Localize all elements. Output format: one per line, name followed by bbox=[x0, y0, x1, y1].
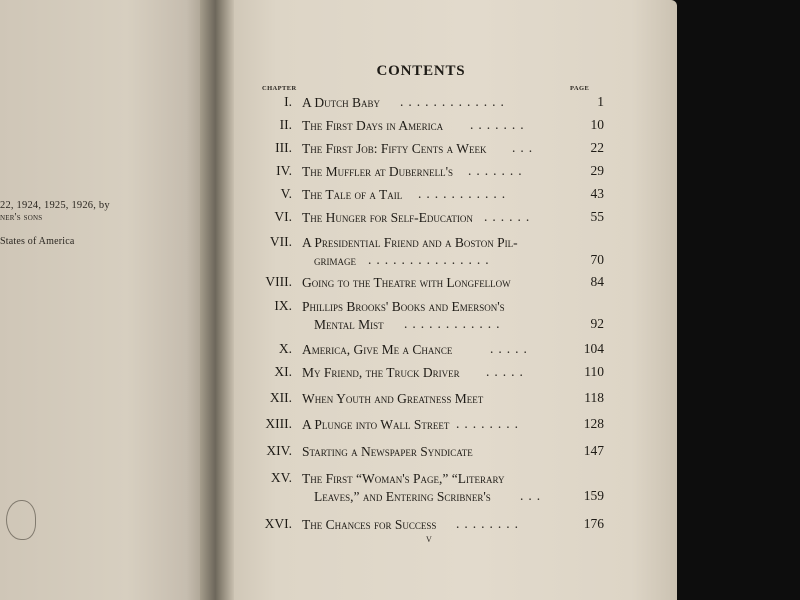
chapter-number: IV. bbox=[276, 163, 292, 178]
chapter-column-header: CHAPTER bbox=[262, 85, 297, 92]
chapter-number: IX. bbox=[274, 298, 292, 313]
chapter-number: VIII. bbox=[265, 274, 292, 289]
toc-entry bbox=[0, 516, 800, 556]
chapter-title-continued: Mental Mist bbox=[314, 317, 384, 332]
chapter-number: XIV. bbox=[266, 443, 292, 458]
page-number-ref: 159 bbox=[583, 488, 604, 503]
page-number-ref: 92 bbox=[590, 316, 604, 331]
chapter-title: A Plunge into Wall Street bbox=[302, 417, 450, 432]
toc-entry bbox=[0, 234, 800, 274]
page-number-ref: 128 bbox=[583, 416, 604, 431]
chapter-title: A Dutch Baby bbox=[302, 95, 381, 110]
leader-dots: ....... bbox=[468, 163, 527, 178]
page-number-ref: 70 bbox=[590, 252, 604, 267]
contents-title: CONTENTS bbox=[376, 63, 466, 79]
chapter-number: I. bbox=[284, 94, 292, 109]
page-number-ref: 104 bbox=[583, 341, 604, 356]
chapter-title-continued: grimage bbox=[314, 253, 356, 268]
chapter-title: The First “Woman's Page,” “Literary bbox=[302, 471, 505, 486]
chapter-title: The Muffler at Dubernell's bbox=[302, 164, 454, 179]
chapter-title: The First Days in America bbox=[302, 118, 444, 133]
leader-dots: ............. bbox=[400, 94, 509, 109]
chapter-number: XII. bbox=[269, 390, 292, 405]
page-number-ref: 118 bbox=[584, 390, 604, 405]
chapter-title: Going to the Theatre with Longfellow bbox=[302, 275, 511, 290]
page-number-ref: 29 bbox=[590, 163, 604, 178]
chapter-number: V. bbox=[280, 186, 292, 201]
toc-entry bbox=[0, 470, 800, 510]
page-number-ref: 55 bbox=[590, 209, 604, 224]
page-number-ref: 10 bbox=[590, 117, 604, 132]
chapter-title: A Presidential Friend and a Boston Pil- bbox=[302, 235, 518, 250]
chapter-title: My Friend, the Truck Driver bbox=[302, 365, 460, 380]
chapter-title: Starting a Newspaper Syndicate bbox=[302, 444, 473, 459]
page-number-ref: 84 bbox=[590, 274, 604, 289]
leader-dots: ..... bbox=[490, 341, 532, 356]
page-number-ref: 110 bbox=[584, 364, 604, 379]
chapter-number: VII. bbox=[269, 234, 292, 249]
chapter-number: X. bbox=[278, 341, 292, 356]
leader-dots: ........... bbox=[418, 186, 511, 201]
chapter-number: XI. bbox=[274, 364, 292, 379]
leader-dots: ..... bbox=[486, 364, 528, 379]
leader-dots: ............... bbox=[368, 252, 494, 267]
leader-dots: ........ bbox=[456, 516, 523, 531]
chapter-title: America, Give Me a Chance bbox=[302, 342, 453, 357]
page-number: v bbox=[426, 533, 432, 545]
toc-entry bbox=[0, 298, 800, 338]
copyright-publisher: ner's sons bbox=[0, 212, 43, 223]
leader-dots: ... bbox=[520, 488, 546, 503]
page-number-ref: 22 bbox=[590, 140, 604, 155]
page-number-ref: 43 bbox=[590, 186, 604, 201]
chapter-number: II. bbox=[279, 117, 292, 132]
chapter-title: The Tale of a Tail bbox=[302, 187, 403, 202]
chapter-number: XVI. bbox=[264, 516, 292, 531]
chapter-number: III. bbox=[275, 140, 292, 155]
leader-dots: ... bbox=[512, 140, 538, 155]
chapter-title: The Hunger for Self-Education bbox=[302, 210, 473, 225]
leader-dots: ........ bbox=[456, 416, 523, 431]
chapter-title: When Youth and Greatness Meet bbox=[302, 391, 484, 406]
page-number-ref: 176 bbox=[583, 516, 604, 531]
chapter-number: XIII. bbox=[265, 416, 292, 431]
copyright-years: 22, 1924, 1925, 1926, by bbox=[0, 200, 110, 211]
chapter-number: VI. bbox=[274, 209, 292, 224]
page-number-ref: 147 bbox=[583, 443, 604, 458]
printed-in-note: States of America bbox=[0, 236, 75, 247]
leader-dots: ....... bbox=[470, 117, 529, 132]
chapter-title: The First Job: Fifty Cents a Week bbox=[302, 141, 487, 156]
chapter-title: Phillips Brooks' Books and Emerson's bbox=[302, 299, 505, 314]
leader-dots: ............ bbox=[404, 316, 505, 331]
chapter-title: The Chances for Success bbox=[302, 517, 437, 532]
page-number-ref: 1 bbox=[597, 94, 604, 109]
chapter-number: XV. bbox=[270, 470, 292, 485]
leader-dots: ...... bbox=[484, 209, 535, 224]
page-column-header: PAGE bbox=[570, 85, 590, 92]
chapter-title-continued: Leaves,” and Entering Scribner's bbox=[314, 489, 491, 504]
